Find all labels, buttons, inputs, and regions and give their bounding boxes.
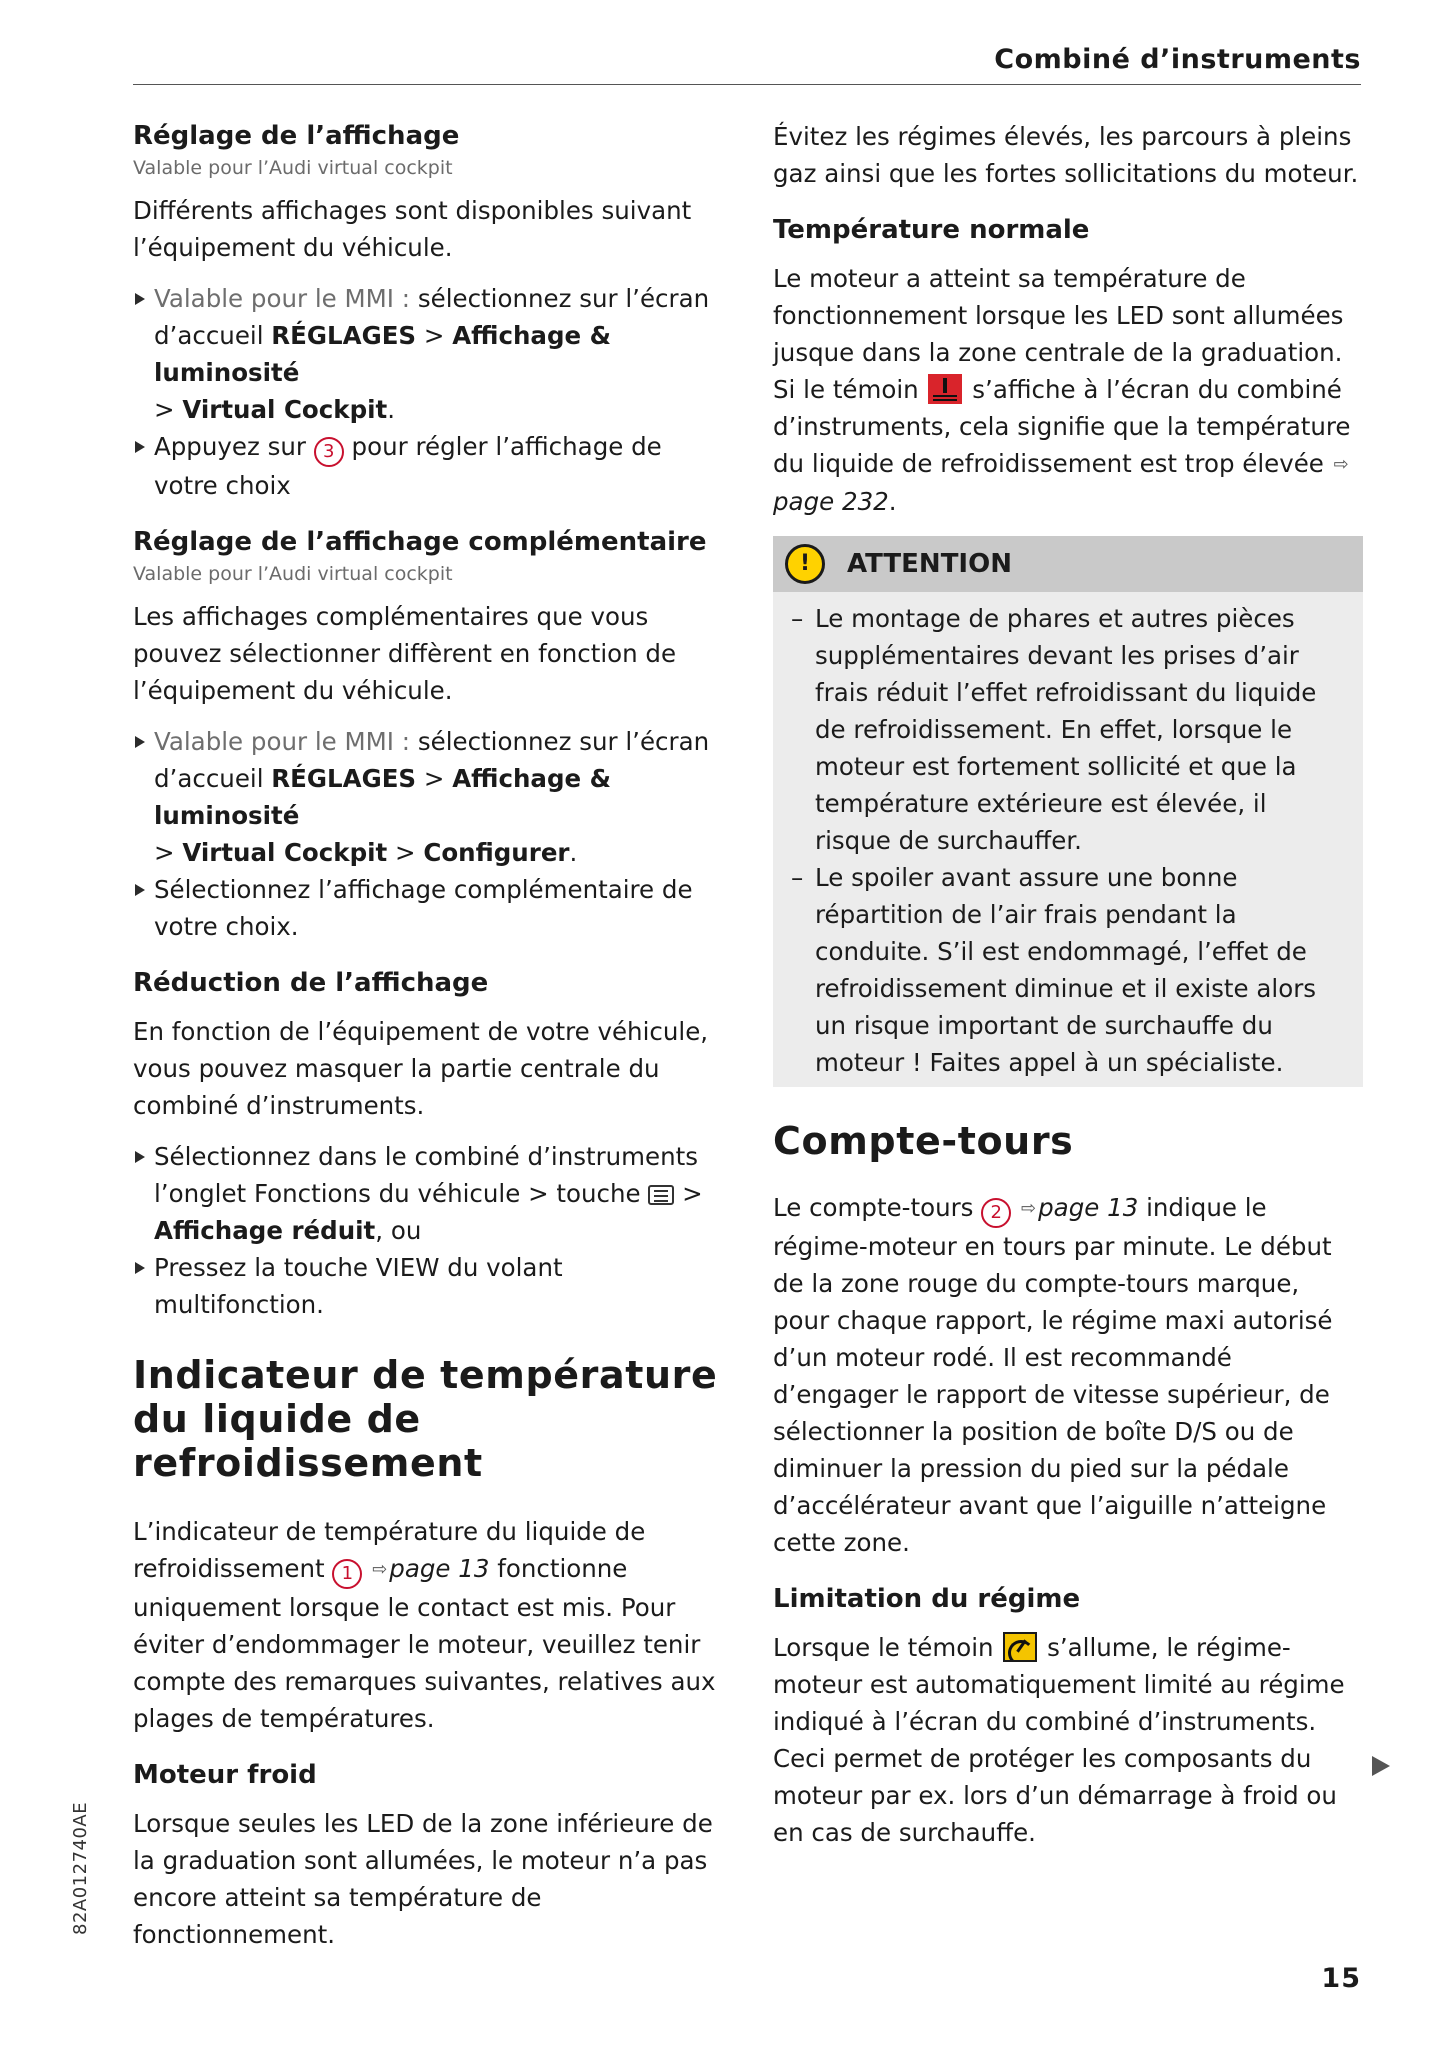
paragraph: Lorsque le témoin s’allume, le régime-moteur est automatiquement limité au régime indiqué à l’écran du combiné d’instruments. Ceci permet de protéger les composants du moteur par ex. lors d’un démarrage à froid ou en cas de surchauffe.	[773, 1633, 1345, 1847]
page-reference-arrow-icon: ⇨	[1021, 1198, 1037, 1219]
attention-item: – Le spoiler avant assure une bonne répartition de l’air frais pendant la conduite. S’il est endommagé, l’effet de refroidissement diminue et il existe alors un risque important de surchauffe du moteur ! Faites appel à un spécialiste.	[791, 859, 1343, 1081]
page-number: 15	[1321, 1963, 1361, 1994]
paragraph: L’indicateur de température du liquide de refroidissement 1 ⇨page 13 fonctionne uniquement lorsque le contact est mis. Pour éviter d’endommager le moteur, veuillez tenir compte des remarques suivantes, relatives aux plages de températures.	[133, 1517, 716, 1733]
section-title-display-reduction: Réduction de l’affichage	[133, 968, 489, 998]
rpm-limit-warning-icon	[1003, 1632, 1037, 1662]
section-title-normal-temperature: Température normale	[773, 215, 1090, 245]
section-title-display-setting: Réglage de l’affichage	[133, 121, 460, 151]
chapter-title-rev-counter: Compte-tours	[773, 1119, 1074, 1163]
page-reference-arrow-icon: ⇨	[1333, 454, 1349, 475]
step-item: Valable pour le MMI : sélectionnez sur l’écran d’accueil RÉGLAGES > Affichage & luminosité > Virtual Cockpit.	[133, 280, 729, 428]
continued-arrow-icon	[1372, 1756, 1390, 1776]
callout-number-icon: 3	[314, 437, 344, 467]
section-title-rev-limitation: Limitation du régime	[773, 1584, 1081, 1614]
attention-list	[791, 600, 1343, 1081]
paragraph: Le compte-tours 2 ⇨page 13 indique le régime-moteur en tours par minute. Le début de la zone rouge du compte-tours marque, pour chaque rapport, le régime maxi autorisé d’un moteur rodé. Il est recommandé d’engager le rapport de vitesse supérieur, de sélectionner la position de boîte D/S ou de diminuer la pression du pied sur la pédale d’accélérateur avant que l’aiguille n’atteigne cette zone.	[773, 1189, 1363, 1561]
page-reference-link[interactable]: page 13	[389, 1554, 490, 1583]
document-id: 82A012740AE	[70, 1801, 91, 1935]
validity-note: Valable pour l’Audi virtual cockpit	[133, 563, 453, 585]
paragraph: Évitez les régimes élevés, les parcours à pleins gaz ainsi que les fortes sollicitations du moteur.	[773, 122, 1359, 188]
left-column	[133, 118, 729, 1953]
callout-number-icon: 2	[981, 1198, 1011, 1228]
step-item: Pressez la touche VIEW du volant multifonction.	[133, 1249, 729, 1323]
coolant-temperature-warning-icon	[928, 374, 962, 404]
paragraph: Les affichages complémentaires que vous pouvez sélectionner diffèrent en fonction de l’équipement du véhicule.	[133, 602, 677, 705]
page-reference-arrow-icon: ⇨	[372, 1559, 388, 1580]
step-list	[133, 1138, 729, 1323]
callout-number-icon: 1	[332, 1559, 362, 1589]
step-item: Appuyez sur 3 pour régler l’affichage de votre choix	[133, 428, 729, 504]
page-reference-link[interactable]: page 232	[773, 487, 889, 516]
attention-header	[773, 536, 1363, 592]
step-item: Sélectionnez dans le combiné d’instruments l’onglet Fonctions du véhicule > touche > Affichage réduit, ou	[133, 1138, 729, 1249]
chapter-title-coolant-temperature: Indicateur de température du liquide de refroidissement	[133, 1353, 718, 1485]
section-title-complementary-display: Réglage de l’affichage complémentaire	[133, 527, 707, 557]
step-item: Valable pour le MMI : sélectionnez sur l’écran d’accueil RÉGLAGES > Affichage & luminosité > Virtual Cockpit > Configurer.	[133, 723, 729, 871]
paragraph: Le moteur a atteint sa température de fonctionnement lorsque les LED sont allumées jusque dans la zone centrale de la graduation. Si le témoin s’affiche à l’écran du combiné d’instruments, cela signifie que la température du liquide de refroidissement est trop élevée ⇨page 232.	[773, 264, 1351, 516]
page-reference-link[interactable]: page 13	[1038, 1193, 1139, 1222]
validity-note: Valable pour l’Audi virtual cockpit	[133, 157, 453, 179]
section-title-cold-engine: Moteur froid	[133, 1760, 317, 1790]
warning-icon: !	[785, 544, 825, 584]
attention-item: – Le montage de phares et autres pièces supplémentaires devant les prises d’air frais réduit l’effet refroidissant du liquide de refroidissement. En effet, lorsque le moteur est fortement sollicité et que la température extérieure est élevée, il risque de surchauffer.	[791, 600, 1343, 859]
paragraph: Lorsque seules les LED de la zone inférieure de la graduation sont allumées, le moteur n’a pas encore atteint sa température de fonctionnement.	[133, 1809, 713, 1949]
paragraph: Différents affichages sont disponibles suivant l’équipement du véhicule.	[133, 196, 692, 262]
paragraph: En fonction de l’équipement de votre véhicule, vous pouvez masquer la partie centrale du combiné d’instruments.	[133, 1017, 709, 1120]
attention-label: ATTENTION	[847, 549, 1012, 579]
step-list	[133, 280, 729, 504]
menu-list-icon	[648, 1185, 674, 1205]
running-header: Combiné d’instruments	[994, 44, 1361, 75]
step-list	[133, 723, 729, 945]
attention-box	[773, 536, 1363, 1087]
header-rule	[133, 84, 1361, 85]
step-item: Sélectionnez l’affichage complémentaire de votre choix.	[133, 871, 729, 945]
right-column	[773, 118, 1363, 1851]
